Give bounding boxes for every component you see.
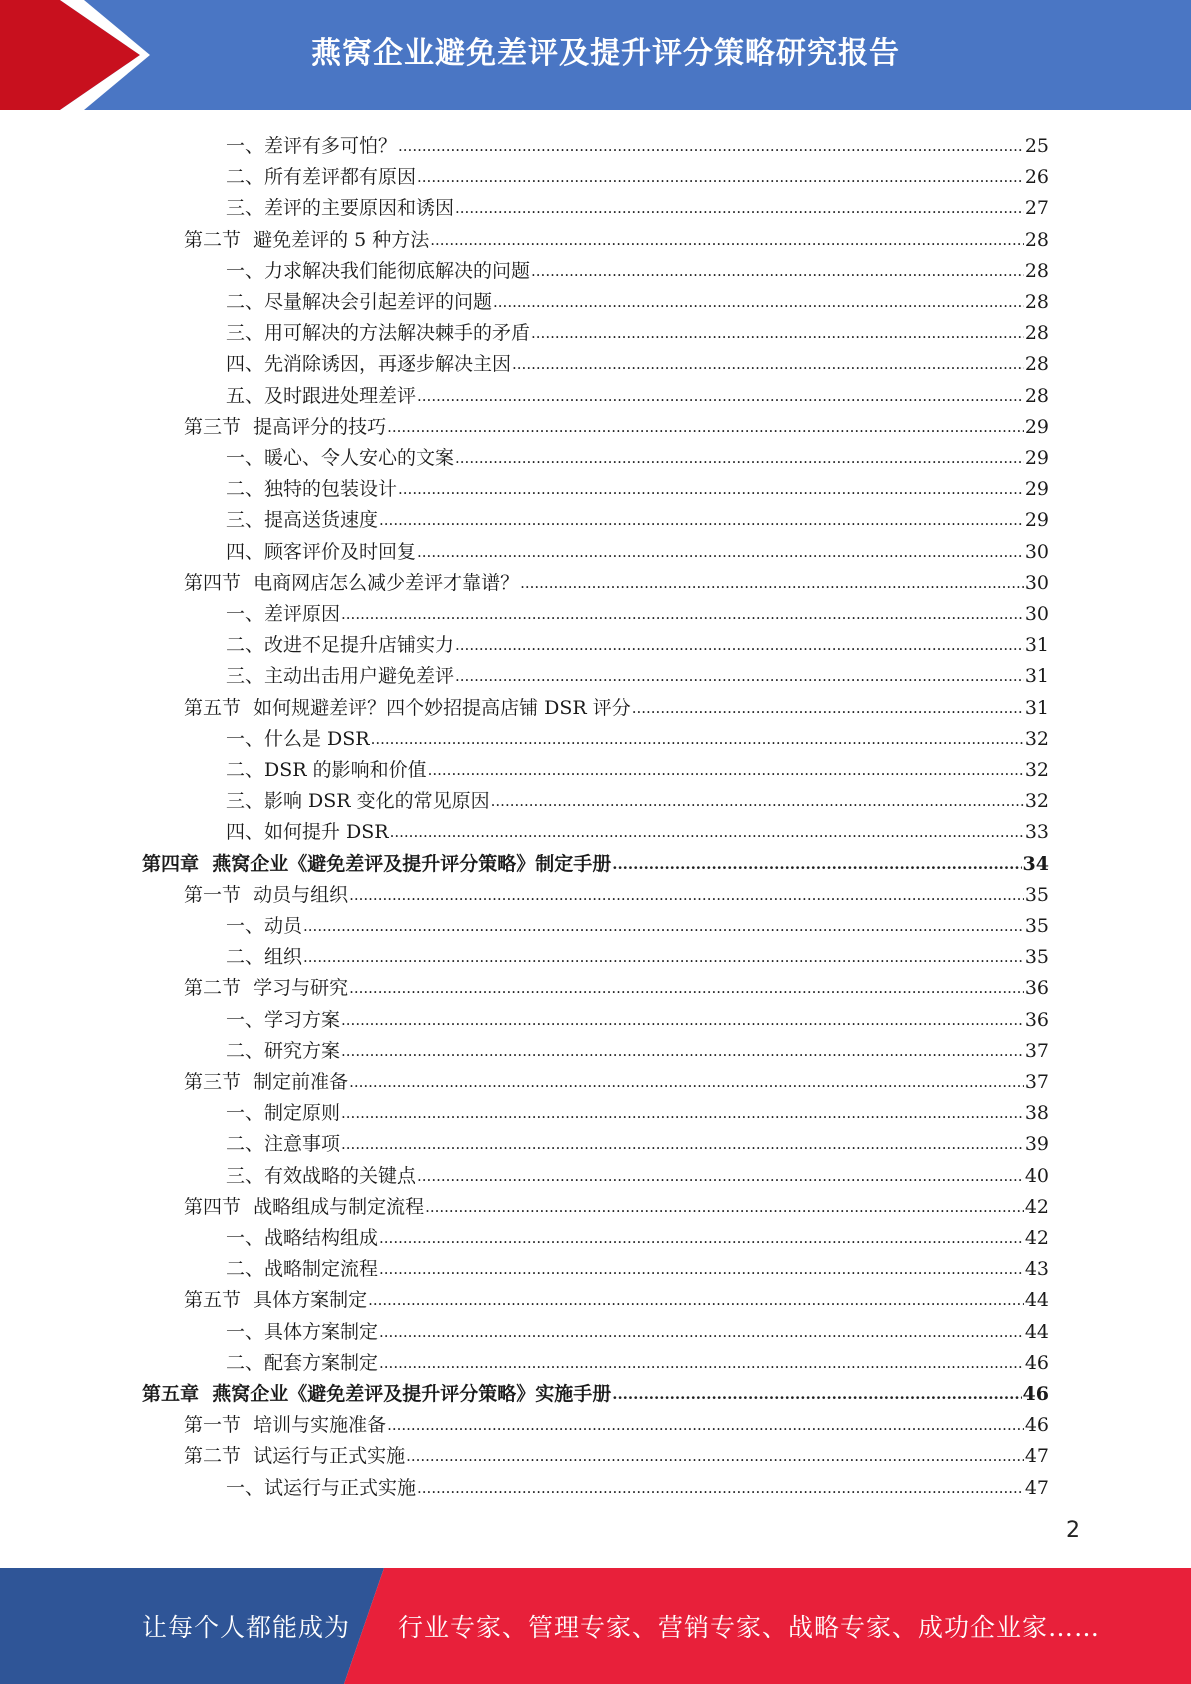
toc-entry-label: 第五节 如何规避差评？四个妙招提高店铺 DSR 评分 bbox=[184, 696, 631, 719]
toc-entry-label: 第四节 战略组成与制定流程 bbox=[184, 1195, 425, 1218]
toc-entry-label: 一、差评原因 bbox=[226, 603, 341, 625]
toc-entry-label: 第四章 燕窝企业《避免差评及提升评分策略》制定手册 bbox=[142, 852, 612, 875]
toc-subsection[interactable] bbox=[226, 657, 1049, 688]
toc-entry-page: 36 bbox=[1024, 1008, 1049, 1031]
toc-subsection[interactable] bbox=[226, 938, 1049, 969]
toc-dot-leader bbox=[417, 1475, 1024, 1500]
toc-entry-page: 31 bbox=[1024, 634, 1049, 657]
toc-dot-leader bbox=[417, 539, 1024, 564]
toc-entry-page: 33 bbox=[1024, 821, 1049, 844]
toc-dot-leader bbox=[379, 507, 1024, 532]
toc-entry-page: 25 bbox=[1024, 135, 1049, 157]
toc-entry-label: 第三节 提高评分的技巧 bbox=[184, 415, 387, 438]
toc-entry-page: 38 bbox=[1024, 1102, 1049, 1125]
toc-subsection[interactable] bbox=[226, 127, 1049, 158]
toc-dot-leader bbox=[455, 663, 1024, 688]
toc-entry-page: 44 bbox=[1024, 1289, 1049, 1312]
toc-entry-page: 32 bbox=[1024, 790, 1049, 813]
toc-entry-page: 26 bbox=[1024, 166, 1049, 189]
toc-subsection[interactable] bbox=[226, 1219, 1049, 1250]
toc-subsection[interactable] bbox=[226, 470, 1049, 501]
toc-entry-page: 32 bbox=[1024, 759, 1049, 781]
toc-entry-page: 35 bbox=[1024, 915, 1049, 937]
toc-entry-page: 29 bbox=[1024, 509, 1049, 532]
toc-dot-leader bbox=[455, 445, 1024, 470]
toc-subsection[interactable] bbox=[226, 782, 1049, 813]
toc-dot-leader bbox=[379, 1225, 1024, 1250]
toc-dot-leader bbox=[612, 851, 1021, 876]
toc-entry-label: 三、提高送货速度 bbox=[226, 509, 379, 532]
toc-entry-page: 46 bbox=[1024, 1351, 1049, 1374]
toc-entry-label: 二、尽量解决会引起差评的问题 bbox=[226, 291, 493, 313]
toc-entry-page: 43 bbox=[1024, 1258, 1049, 1281]
toc-entry-label: 第五章 燕窝企业《避免差评及提升评分策略》实施手册 bbox=[142, 1383, 612, 1405]
toc-dot-leader bbox=[387, 1412, 1024, 1437]
toc-entry-label: 第三节 制定前准备 bbox=[184, 1071, 349, 1093]
toc-section[interactable] bbox=[184, 564, 1049, 595]
toc-entry-label: 一、试运行与正式实施 bbox=[226, 1476, 417, 1499]
footer-slogan-right: 行业专家、管理专家、营销专家、战略专家、成功企业家…… bbox=[398, 1613, 1101, 1642]
toc-dot-leader bbox=[349, 1069, 1024, 1094]
toc-dot-leader bbox=[371, 726, 1024, 751]
toc-entry-label: 三、影响 DSR 变化的常见原因 bbox=[226, 790, 490, 813]
toc-dot-leader bbox=[455, 195, 1024, 220]
toc-entry-label: 一、具体方案制定 bbox=[226, 1320, 379, 1343]
toc-entry-label: 第二节 试运行与正式实施 bbox=[184, 1445, 406, 1468]
toc-subsection[interactable] bbox=[226, 345, 1049, 376]
toc-entry-label: 二、注意事项 bbox=[226, 1133, 341, 1156]
toc-dot-leader bbox=[379, 1319, 1024, 1344]
toc-dot-leader bbox=[491, 788, 1024, 813]
toc-section[interactable] bbox=[184, 408, 1049, 439]
toc-subsection[interactable] bbox=[226, 501, 1049, 532]
toc-section[interactable] bbox=[184, 1437, 1049, 1468]
toc-entry-page: 31 bbox=[1024, 696, 1049, 719]
toc-section[interactable] bbox=[184, 221, 1049, 252]
toc-subsection[interactable] bbox=[226, 533, 1049, 564]
toc-subsection[interactable] bbox=[226, 1344, 1049, 1375]
toc-dot-leader bbox=[390, 819, 1024, 844]
toc-subsection[interactable] bbox=[226, 1094, 1049, 1125]
toc-subsection[interactable] bbox=[226, 377, 1049, 408]
toc-dot-leader bbox=[398, 476, 1024, 501]
toc-dot-leader bbox=[520, 570, 1024, 595]
toc-subsection[interactable] bbox=[226, 439, 1049, 470]
header-band bbox=[0, 0, 1191, 110]
toc-dot-leader bbox=[428, 757, 1024, 782]
toc-dot-leader bbox=[425, 1194, 1024, 1219]
toc-entry-page: 29 bbox=[1024, 415, 1049, 438]
toc-section[interactable] bbox=[184, 1063, 1049, 1094]
toc-subsection[interactable] bbox=[226, 1313, 1049, 1344]
toc-entry-label: 第四节 电商网店怎么减少差评才靠谱？ bbox=[184, 571, 520, 594]
toc-subsection[interactable] bbox=[226, 189, 1049, 220]
toc-dot-leader bbox=[398, 133, 1024, 158]
toc-entry-label: 二、改进不足提升店铺实力 bbox=[226, 634, 455, 657]
page-number: 2 bbox=[1066, 1518, 1080, 1543]
toc-entry-page: 47 bbox=[1024, 1476, 1049, 1499]
toc-entry-label: 二、独特的包装设计 bbox=[226, 478, 398, 501]
toc-dot-leader bbox=[417, 1163, 1024, 1188]
toc-subsection[interactable] bbox=[226, 595, 1049, 626]
toc-entry-label: 三、用可解决的方法解决棘手的矛盾 bbox=[226, 322, 531, 345]
toc-subsection[interactable] bbox=[226, 1032, 1049, 1063]
toc-entry-page: 42 bbox=[1024, 1195, 1049, 1218]
toc-subsection[interactable] bbox=[226, 1469, 1049, 1500]
toc-entry-page: 34 bbox=[1022, 852, 1049, 875]
header-arrow-flag bbox=[0, 0, 150, 110]
toc-entry-page: 44 bbox=[1024, 1320, 1049, 1343]
toc-entry-label: 第一节 动员与组织 bbox=[184, 883, 349, 906]
toc-entry-page: 30 bbox=[1024, 603, 1049, 625]
toc-dot-leader bbox=[341, 1100, 1024, 1125]
toc-dot-leader bbox=[417, 383, 1024, 408]
toc-entry-page: 31 bbox=[1024, 665, 1049, 688]
toc-entry-label: 四、顾客评价及时回复 bbox=[226, 540, 417, 563]
toc-dot-leader bbox=[493, 289, 1024, 314]
document-title: 燕窝企业避免差评及提升评分策略研究报告 bbox=[311, 36, 900, 71]
toc-subsection[interactable] bbox=[226, 1157, 1049, 1188]
footer-slogan-left: 让每个人都能成为 bbox=[142, 1613, 351, 1642]
toc-entry-label: 三、差评的主要原因和诱因 bbox=[226, 197, 455, 220]
toc-entry-page: 28 bbox=[1024, 291, 1049, 313]
toc-entry-label: 一、动员 bbox=[226, 915, 303, 937]
toc-entry-page: 29 bbox=[1024, 447, 1049, 469]
toc-entry-page: 46 bbox=[1024, 1414, 1049, 1437]
footer-band bbox=[0, 1568, 1191, 1684]
toc-entry-label: 一、战略结构组成 bbox=[226, 1227, 379, 1249]
toc-entry-page: 28 bbox=[1024, 322, 1049, 345]
toc-chapter[interactable] bbox=[142, 1375, 1049, 1406]
toc-dot-leader bbox=[303, 913, 1024, 938]
toc-entry-page: 30 bbox=[1024, 571, 1049, 594]
toc-dot-leader bbox=[430, 227, 1024, 252]
toc-entry-label: 第二节 避免差评的 5 种方法 bbox=[184, 228, 430, 251]
toc-entry-page: 46 bbox=[1022, 1383, 1049, 1405]
toc-dot-leader bbox=[341, 1007, 1024, 1032]
toc-entry-label: 一、暖心、令人安心的文案 bbox=[226, 447, 455, 469]
toc-section[interactable] bbox=[184, 689, 1049, 720]
toc-entry-label: 一、什么是 DSR bbox=[226, 727, 370, 750]
toc-dot-leader bbox=[349, 882, 1024, 907]
toc-subsection[interactable] bbox=[226, 1250, 1049, 1281]
toc-dot-leader bbox=[349, 975, 1024, 1000]
toc-dot-leader bbox=[531, 320, 1024, 345]
toc-dot-leader bbox=[387, 414, 1024, 439]
toc-dot-leader bbox=[379, 1256, 1024, 1281]
toc-dot-leader bbox=[368, 1287, 1024, 1312]
toc-entry-page: 28 bbox=[1024, 353, 1049, 376]
toc-dot-leader bbox=[341, 1131, 1024, 1156]
toc-dot-leader bbox=[417, 164, 1024, 189]
toc-entry-label: 二、所有差评都有原因 bbox=[226, 166, 417, 189]
toc-dot-leader bbox=[341, 1038, 1024, 1063]
toc-entry-page: 29 bbox=[1024, 478, 1049, 501]
toc-dot-leader bbox=[303, 944, 1024, 969]
toc-entry-label: 一、力求解决我们能彻底解决的问题 bbox=[226, 259, 531, 282]
toc-dot-leader bbox=[379, 1350, 1024, 1375]
toc-entry-label: 三、有效战略的关键点 bbox=[226, 1164, 417, 1187]
toc-entry-page: 39 bbox=[1024, 1133, 1049, 1156]
toc-entry-label: 第一节 培训与实施准备 bbox=[184, 1414, 387, 1437]
toc-entry-page: 37 bbox=[1024, 1039, 1049, 1062]
toc-entry-page: 36 bbox=[1024, 977, 1049, 1000]
toc-entry-page: 40 bbox=[1024, 1164, 1049, 1187]
toc-entry-label: 二、DSR 的影响和价值 bbox=[226, 759, 427, 781]
toc-entry-page: 32 bbox=[1024, 727, 1049, 750]
toc-subsection[interactable] bbox=[226, 252, 1049, 283]
toc-entry-label: 二、战略制定流程 bbox=[226, 1258, 379, 1281]
toc-entry-page: 37 bbox=[1024, 1071, 1049, 1093]
toc-chapter[interactable] bbox=[142, 845, 1049, 876]
toc-entry-label: 二、研究方案 bbox=[226, 1039, 341, 1062]
toc-entry-page: 27 bbox=[1024, 197, 1049, 220]
toc-dot-leader bbox=[341, 601, 1024, 626]
toc-dot-leader bbox=[512, 351, 1024, 376]
toc-subsection[interactable] bbox=[226, 283, 1049, 314]
toc-entry-page: 28 bbox=[1024, 228, 1049, 251]
toc-entry-page: 28 bbox=[1024, 259, 1049, 282]
toc-entry-label: 二、组织 bbox=[226, 946, 303, 969]
toc-entry-label: 一、学习方案 bbox=[226, 1008, 341, 1031]
toc-entry-page: 35 bbox=[1024, 883, 1049, 906]
toc-subsection[interactable] bbox=[226, 907, 1049, 938]
toc-subsection[interactable] bbox=[226, 626, 1049, 657]
toc-entry-label: 三、主动出击用户避免差评 bbox=[226, 665, 455, 688]
toc-section[interactable] bbox=[184, 876, 1049, 907]
toc-section[interactable] bbox=[184, 1281, 1049, 1312]
toc-dot-leader bbox=[455, 632, 1024, 657]
toc-entry-label: 一、差评有多可怕？ bbox=[226, 135, 398, 157]
toc-subsection[interactable] bbox=[226, 1001, 1049, 1032]
toc-entry-label: 一、制定原则 bbox=[226, 1102, 341, 1125]
toc-subsection[interactable] bbox=[226, 314, 1049, 345]
toc-entry-page: 47 bbox=[1024, 1445, 1049, 1468]
toc-dot-leader bbox=[632, 695, 1024, 720]
toc-entry-page: 30 bbox=[1024, 540, 1049, 563]
toc-dot-leader bbox=[612, 1381, 1021, 1406]
toc-entry-page: 42 bbox=[1024, 1227, 1049, 1249]
toc-entry-label: 第五节 具体方案制定 bbox=[184, 1289, 368, 1312]
toc-section[interactable] bbox=[184, 1406, 1049, 1437]
toc-entry-label: 第二节 学习与研究 bbox=[184, 977, 349, 1000]
toc-entry-label: 二、配套方案制定 bbox=[226, 1351, 379, 1374]
toc-subsection[interactable] bbox=[226, 813, 1049, 844]
toc-subsection[interactable] bbox=[226, 158, 1049, 189]
toc-entry-page: 28 bbox=[1024, 384, 1049, 407]
toc-entry-label: 四、先消除诱因，再逐步解决主因 bbox=[226, 353, 512, 376]
toc-entry-label: 四、如何提升 DSR bbox=[226, 821, 389, 844]
toc-subsection[interactable] bbox=[226, 1125, 1049, 1156]
toc-dot-leader bbox=[406, 1443, 1024, 1468]
toc-subsection[interactable] bbox=[226, 720, 1049, 751]
toc-entry-page: 35 bbox=[1024, 946, 1049, 969]
toc-section[interactable] bbox=[184, 1188, 1049, 1219]
toc-entry-label: 五、及时跟进处理差评 bbox=[226, 384, 417, 407]
toc-dot-leader bbox=[531, 258, 1024, 283]
toc-section[interactable] bbox=[184, 969, 1049, 1000]
toc-subsection[interactable] bbox=[226, 751, 1049, 782]
